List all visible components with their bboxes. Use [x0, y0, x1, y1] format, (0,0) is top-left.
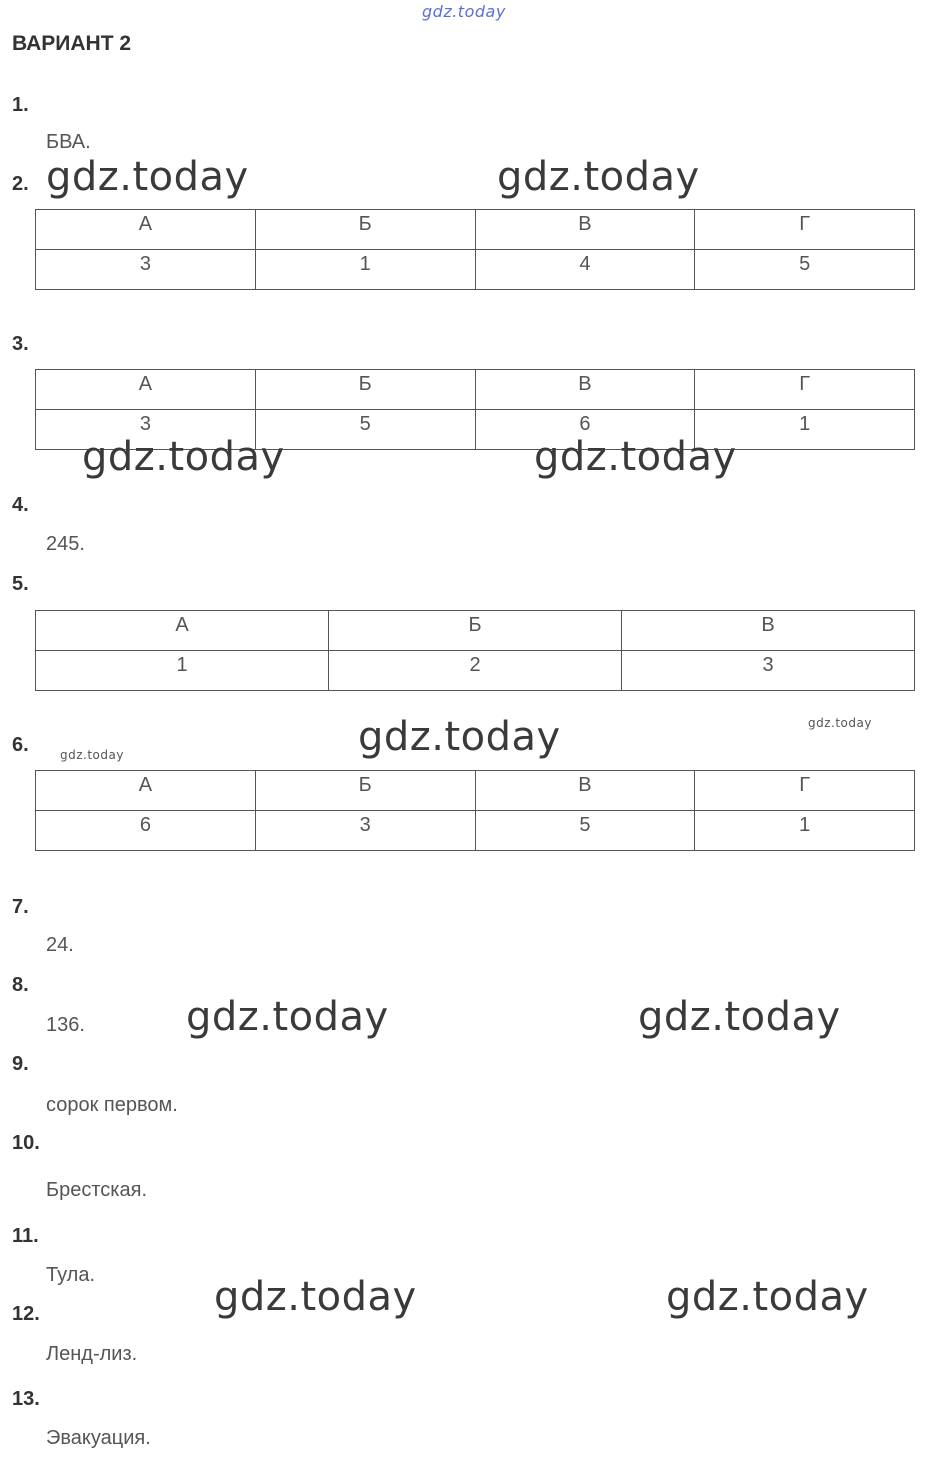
answer-12: Ленд-лиз. [46, 1343, 138, 1365]
table-header-row [36, 771, 915, 811]
table-row [36, 651, 915, 691]
watermark: gdz.today [214, 1274, 417, 1320]
table-header-cell: В [475, 210, 695, 250]
table-header-cell: А [36, 611, 329, 651]
answer-11: Тула. [46, 1264, 96, 1286]
table-header-cell: Г [695, 210, 915, 250]
table-header-cell: Г [695, 370, 915, 410]
table-cell: 6 [475, 410, 695, 450]
table-cell: 1 [36, 651, 329, 691]
table-header-row [36, 370, 915, 410]
table-cell: 3 [36, 410, 256, 450]
watermark-small: gdz.today [808, 716, 872, 730]
table-cell: 5 [475, 811, 695, 851]
table-header-cell: Б [255, 771, 475, 811]
watermark-small: gdz.today [60, 748, 124, 762]
question-number-11: 11. [12, 1225, 39, 1247]
watermark: gdz.today [534, 434, 737, 480]
answer-1: БВА. [46, 131, 91, 153]
table-cell: 1 [695, 811, 915, 851]
answer-7: 24. [46, 934, 74, 956]
question-number-2: 2. [12, 173, 29, 195]
question-number-1: 1. [12, 94, 29, 116]
table-header-row [36, 611, 915, 651]
question-number-5: 5. [12, 573, 29, 595]
table-header-cell: А [36, 370, 256, 410]
table-cell: 1 [255, 250, 475, 290]
table-header-cell: В [622, 611, 915, 651]
answer-table-6 [35, 770, 915, 851]
table-cell: 6 [36, 811, 256, 851]
table-header-cell: В [475, 771, 695, 811]
table-row [36, 250, 915, 290]
table-header-cell: А [36, 771, 256, 811]
answer-10: Брестская. [46, 1179, 148, 1201]
table-header-cell: А [36, 210, 256, 250]
answer-9: сорок первом. [46, 1094, 178, 1116]
table-header-cell: Б [329, 611, 622, 651]
table-cell: 2 [329, 651, 622, 691]
question-number-8: 8. [12, 974, 29, 996]
watermark: gdz.today [46, 154, 249, 200]
question-number-13: 13. [12, 1388, 40, 1410]
variant-title: ВАРИАНТ 2 [12, 32, 132, 55]
watermark: gdz.today [666, 1274, 869, 1320]
table-cell: 5 [695, 250, 915, 290]
watermark: gdz.today [82, 434, 285, 480]
table-header-row [36, 210, 915, 250]
watermark: gdz.today [358, 714, 561, 760]
answer-4: 245. [46, 533, 85, 555]
answer-8: 136. [46, 1014, 85, 1036]
table-cell: 3 [622, 651, 915, 691]
table-header-cell: Г [695, 771, 915, 811]
watermark-top: gdz.today [422, 2, 506, 21]
answer-table-2 [35, 209, 915, 290]
table-cell: 3 [255, 811, 475, 851]
question-number-6: 6. [12, 734, 29, 756]
watermark: gdz.today [638, 994, 841, 1040]
question-number-10: 10. [12, 1132, 40, 1154]
watermark: gdz.today [186, 994, 389, 1040]
question-number-3: 3. [12, 333, 29, 355]
table-header-cell: Б [255, 370, 475, 410]
question-number-12: 12. [12, 1303, 40, 1325]
table-row [36, 811, 915, 851]
table-cell: 1 [695, 410, 915, 450]
answer-table-5 [35, 610, 915, 691]
question-number-9: 9. [12, 1053, 29, 1075]
table-cell: 3 [36, 250, 256, 290]
table-cell: 4 [475, 250, 695, 290]
question-number-7: 7. [12, 896, 29, 918]
table-header-cell: В [475, 370, 695, 410]
question-number-4: 4. [12, 494, 29, 516]
table-header-cell: Б [255, 210, 475, 250]
watermark: gdz.today [497, 154, 700, 200]
table-cell: 5 [255, 410, 475, 450]
answer-13: Эвакуация. [46, 1427, 151, 1449]
